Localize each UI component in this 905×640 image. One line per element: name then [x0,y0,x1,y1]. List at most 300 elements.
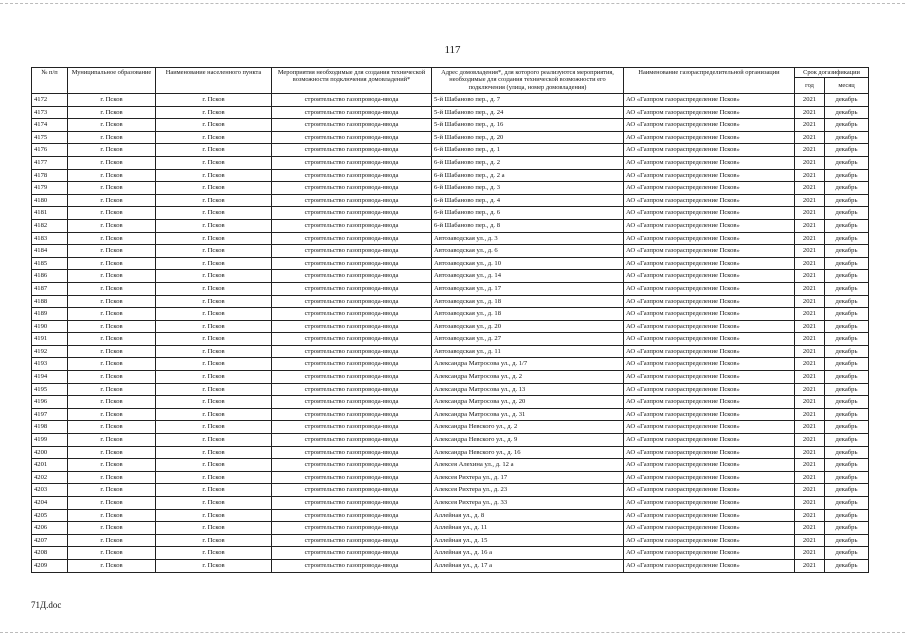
cell-locality: г. Псков [156,371,272,384]
table-row [32,534,869,547]
cell-month: декабрь [825,156,869,169]
cell-organization: АО «Газпром газораспределение Псков» [624,358,795,371]
cell-measure: строительство газопровода-ввода [272,106,432,119]
cell-month: декабрь [825,345,869,358]
cell-organization: АО «Газпром газораспределение Псков» [624,194,795,207]
cell-measure: строительство газопровода-ввода [272,559,432,572]
cell-address: Автозаводская ул., д. 14 [432,270,624,283]
cell-number: 4196 [32,396,68,409]
cell-organization: АО «Газпром газораспределение Псков» [624,434,795,447]
cell-municipality: г. Псков [68,408,156,421]
cell-locality: г. Псков [156,144,272,157]
cell-number: 4199 [32,434,68,447]
table-row [32,371,869,384]
cell-locality: г. Псков [156,522,272,535]
cell-municipality: г. Псков [68,106,156,119]
cell-month: декабрь [825,446,869,459]
cell-locality: г. Псков [156,257,272,270]
cell-year: 2021 [795,396,825,409]
cell-month: декабрь [825,169,869,182]
cell-year: 2021 [795,245,825,258]
table-row [32,219,869,232]
cell-organization: АО «Газпром газораспределение Псков» [624,471,795,484]
cell-address: Автозаводская ул., д. 10 [432,257,624,270]
cell-organization: АО «Газпром газораспределение Псков» [624,245,795,258]
cell-municipality: г. Псков [68,446,156,459]
table-row [32,182,869,195]
footer-filename: 71Д.doc [31,600,62,610]
cell-measure: строительство газопровода-ввода [272,408,432,421]
cell-locality: г. Псков [156,308,272,321]
cell-measure: строительство газопровода-ввода [272,358,432,371]
cell-number: 4198 [32,421,68,434]
cell-month: декабрь [825,94,869,107]
cell-number: 4175 [32,131,68,144]
cell-organization: АО «Газпром газораспределение Псков» [624,232,795,245]
table-row [32,119,869,132]
cell-year: 2021 [795,497,825,510]
cell-municipality: г. Псков [68,471,156,484]
cell-municipality: г. Псков [68,257,156,270]
cell-locality: г. Псков [156,534,272,547]
table-row [32,320,869,333]
cell-municipality: г. Псков [68,144,156,157]
cell-locality: г. Псков [156,559,272,572]
cell-year: 2021 [795,446,825,459]
cell-measure: строительство газопровода-ввода [272,94,432,107]
cell-measure: строительство газопровода-ввода [272,282,432,295]
bottom-scan-edge [0,632,905,633]
table-row [32,396,869,409]
cell-measure: строительство газопровода-ввода [272,144,432,157]
cell-number: 4208 [32,547,68,560]
cell-year: 2021 [795,345,825,358]
cell-number: 4191 [32,333,68,346]
cell-municipality: г. Псков [68,232,156,245]
cell-measure: строительство газопровода-ввода [272,257,432,270]
cell-measure: строительство газопровода-ввода [272,207,432,220]
cell-month: декабрь [825,408,869,421]
cell-measure: строительство газопровода-ввода [272,459,432,472]
cell-year: 2021 [795,131,825,144]
cell-address: Автозаводская ул., д. 11 [432,345,624,358]
cell-year: 2021 [795,484,825,497]
cell-year: 2021 [795,371,825,384]
cell-number: 4176 [32,144,68,157]
cell-organization: АО «Газпром газораспределение Псков» [624,333,795,346]
cell-number: 4184 [32,245,68,258]
cell-address: 6-й Шабаново пер., д. 1 [432,144,624,157]
cell-month: декабрь [825,219,869,232]
table-row [32,144,869,157]
cell-year: 2021 [795,522,825,535]
cell-measure: строительство газопровода-ввода [272,446,432,459]
cell-address: 6-й Шабаново пер., д. 8 [432,219,624,232]
cell-number: 4200 [32,446,68,459]
table-row [32,559,869,572]
cell-year: 2021 [795,383,825,396]
table-row [32,497,869,510]
cell-month: декабрь [825,509,869,522]
top-scan-edge [0,3,905,4]
cell-year: 2021 [795,270,825,283]
gasification-table [31,67,869,573]
cell-organization: АО «Газпром газораспределение Псков» [624,169,795,182]
cell-organization: АО «Газпром газораспределение Псков» [624,534,795,547]
cell-number: 4186 [32,270,68,283]
cell-municipality: г. Псков [68,320,156,333]
table-row [32,358,869,371]
cell-address: 6-й Шабаново пер., д. 2 а [432,169,624,182]
cell-year: 2021 [795,559,825,572]
cell-municipality: г. Псков [68,559,156,572]
cell-year: 2021 [795,257,825,270]
cell-year: 2021 [795,320,825,333]
cell-organization: АО «Газпром газораспределение Псков» [624,559,795,572]
cell-address: 5-й Шабаново пер., д. 20 [432,131,624,144]
cell-measure: строительство газопровода-ввода [272,169,432,182]
cell-month: декабрь [825,232,869,245]
cell-measure: строительство газопровода-ввода [272,383,432,396]
cell-month: декабрь [825,396,869,409]
cell-locality: г. Псков [156,207,272,220]
cell-municipality: г. Псков [68,169,156,182]
cell-year: 2021 [795,547,825,560]
cell-organization: АО «Газпром газораспределение Псков» [624,270,795,283]
cell-year: 2021 [795,421,825,434]
table-row [32,131,869,144]
cell-locality: г. Псков [156,169,272,182]
cell-locality: г. Псков [156,446,272,459]
cell-measure: строительство газопровода-ввода [272,194,432,207]
cell-measure: строительство газопровода-ввода [272,534,432,547]
cell-measure: строительство газопровода-ввода [272,509,432,522]
header-month: месяц [825,78,869,94]
cell-address: 6-й Шабаново пер., д. 3 [432,182,624,195]
cell-month: декабрь [825,194,869,207]
table-row [32,169,869,182]
cell-number: 4177 [32,156,68,169]
cell-measure: строительство газопровода-ввода [272,320,432,333]
cell-measure: строительство газопровода-ввода [272,421,432,434]
cell-measure: строительство газопровода-ввода [272,219,432,232]
table-row [32,245,869,258]
cell-address: Автозаводская ул., д. 18 [432,308,624,321]
cell-address: Александра Невского ул., д. 16 [432,446,624,459]
table-row [32,509,869,522]
cell-measure: строительство газопровода-ввода [272,245,432,258]
cell-locality: г. Псков [156,471,272,484]
cell-organization: АО «Газпром газораспределение Псков» [624,396,795,409]
cell-measure: строительство газопровода-ввода [272,396,432,409]
table-row [32,94,869,107]
cell-year: 2021 [795,232,825,245]
cell-municipality: г. Псков [68,396,156,409]
table-body [32,94,869,573]
table-row [32,459,869,472]
cell-locality: г. Псков [156,106,272,119]
cell-month: декабрь [825,320,869,333]
cell-organization: АО «Газпром газораспределение Псков» [624,131,795,144]
cell-year: 2021 [795,471,825,484]
cell-measure: строительство газопровода-ввода [272,308,432,321]
cell-month: декабрь [825,547,869,560]
cell-measure: строительство газопровода-ввода [272,522,432,535]
cell-address: Аллейная ул., д. 17 а [432,559,624,572]
cell-municipality: г. Псков [68,94,156,107]
header-address: Адрес домовладения*, для которого реализуются мероприятия, необходимые для создания технической возможности его подключения (улица, номер домовладения) [432,68,624,94]
cell-address: Автозаводская ул., д. 20 [432,320,624,333]
table-row [32,421,869,434]
cell-organization: АО «Газпром газораспределение Псков» [624,94,795,107]
cell-month: декабрь [825,459,869,472]
cell-measure: строительство газопровода-ввода [272,345,432,358]
cell-measure: строительство газопровода-ввода [272,434,432,447]
cell-municipality: г. Псков [68,131,156,144]
cell-municipality: г. Псков [68,270,156,283]
cell-address: 6-й Шабаново пер., д. 6 [432,207,624,220]
cell-measure: строительство газопровода-ввода [272,131,432,144]
cell-organization: АО «Газпром газораспределение Псков» [624,257,795,270]
table-row [32,522,869,535]
header-deadline: Срок догазификации [795,68,869,78]
header-municipality: Муниципальное образование [68,68,156,94]
cell-number: 4197 [32,408,68,421]
cell-number: 4207 [32,534,68,547]
cell-municipality: г. Псков [68,182,156,195]
cell-number: 4190 [32,320,68,333]
table-row [32,345,869,358]
cell-month: декабрь [825,119,869,132]
cell-number: 4172 [32,94,68,107]
cell-locality: г. Псков [156,232,272,245]
cell-organization: АО «Газпром газораспределение Псков» [624,383,795,396]
cell-month: декабрь [825,358,869,371]
cell-month: декабрь [825,484,869,497]
cell-year: 2021 [795,509,825,522]
cell-year: 2021 [795,308,825,321]
cell-year: 2021 [795,169,825,182]
cell-month: декабрь [825,333,869,346]
cell-measure: строительство газопровода-ввода [272,484,432,497]
cell-number: 4181 [32,207,68,220]
cell-municipality: г. Псков [68,358,156,371]
cell-organization: АО «Газпром газораспределение Псков» [624,371,795,384]
cell-locality: г. Псков [156,270,272,283]
cell-municipality: г. Псков [68,119,156,132]
table-row [32,484,869,497]
cell-year: 2021 [795,408,825,421]
cell-number: 4180 [32,194,68,207]
cell-organization: АО «Газпром газораспределение Псков» [624,144,795,157]
cell-month: декабрь [825,371,869,384]
cell-organization: АО «Газпром газораспределение Псков» [624,182,795,195]
cell-address: Александра Матросова ул., д. 13 [432,383,624,396]
cell-municipality: г. Псков [68,371,156,384]
cell-address: Аллейная ул., д. 11 [432,522,624,535]
cell-locality: г. Псков [156,434,272,447]
cell-measure: строительство газопровода-ввода [272,547,432,560]
cell-year: 2021 [795,534,825,547]
table-row [32,308,869,321]
cell-measure: строительство газопровода-ввода [272,497,432,510]
table-row [32,257,869,270]
cell-year: 2021 [795,94,825,107]
cell-organization: АО «Газпром газораспределение Псков» [624,509,795,522]
cell-number: 4195 [32,383,68,396]
cell-municipality: г. Псков [68,295,156,308]
cell-measure: строительство газопровода-ввода [272,119,432,132]
cell-year: 2021 [795,156,825,169]
cell-number: 4203 [32,484,68,497]
cell-municipality: г. Псков [68,497,156,510]
table-row [32,106,869,119]
cell-number: 4188 [32,295,68,308]
table-row [32,434,869,447]
cell-locality: г. Псков [156,119,272,132]
cell-year: 2021 [795,434,825,447]
cell-month: декабрь [825,434,869,447]
cell-number: 4179 [32,182,68,195]
cell-month: декабрь [825,522,869,535]
cell-municipality: г. Псков [68,459,156,472]
cell-locality: г. Псков [156,358,272,371]
cell-year: 2021 [795,219,825,232]
cell-locality: г. Псков [156,219,272,232]
cell-year: 2021 [795,295,825,308]
cell-organization: АО «Газпром газораспределение Псков» [624,421,795,434]
table-row [32,446,869,459]
cell-number: 4185 [32,257,68,270]
cell-locality: г. Псков [156,156,272,169]
cell-municipality: г. Псков [68,509,156,522]
cell-year: 2021 [795,282,825,295]
table-row [32,232,869,245]
cell-locality: г. Псков [156,421,272,434]
cell-locality: г. Псков [156,320,272,333]
cell-municipality: г. Псков [68,383,156,396]
cell-year: 2021 [795,182,825,195]
cell-measure: строительство газопровода-ввода [272,232,432,245]
cell-municipality: г. Псков [68,156,156,169]
table-row [32,333,869,346]
cell-locality: г. Псков [156,484,272,497]
cell-organization: АО «Газпром газораспределение Псков» [624,446,795,459]
cell-number: 4178 [32,169,68,182]
cell-number: 4187 [32,282,68,295]
cell-organization: АО «Газпром газораспределение Псков» [624,282,795,295]
cell-number: 4209 [32,559,68,572]
table-row [32,207,869,220]
cell-month: декабрь [825,245,869,258]
cell-month: декабрь [825,182,869,195]
cell-month: декабрь [825,534,869,547]
cell-month: декабрь [825,383,869,396]
cell-address: Аллейная ул., д. 15 [432,534,624,547]
cell-municipality: г. Псков [68,547,156,560]
cell-address: Александра Невского ул., д. 2 [432,421,624,434]
cell-number: 4206 [32,522,68,535]
cell-organization: АО «Газпром газораспределение Псков» [624,308,795,321]
cell-number: 4174 [32,119,68,132]
cell-organization: АО «Газпром газораспределение Псков» [624,522,795,535]
cell-address: Аллейная ул., д. 16 а [432,547,624,560]
cell-year: 2021 [795,106,825,119]
cell-month: декабрь [825,144,869,157]
page-number: 117 [444,44,461,56]
cell-address: 6-й Шабаново пер., д. 2 [432,156,624,169]
cell-month: декабрь [825,106,869,119]
cell-locality: г. Псков [156,94,272,107]
cell-address: Алексея Алехина ул., д. 12 а [432,459,624,472]
cell-address: Автозаводская ул., д. 17 [432,282,624,295]
cell-locality: г. Псков [156,194,272,207]
header-measures: Мероприятия необходимые для создания технической возможности подключения домовладений* [272,68,432,94]
table-row [32,295,869,308]
cell-year: 2021 [795,144,825,157]
cell-address: Автозаводская ул., д. 6 [432,245,624,258]
cell-municipality: г. Псков [68,345,156,358]
cell-locality: г. Псков [156,295,272,308]
cell-year: 2021 [795,333,825,346]
cell-measure: строительство газопровода-ввода [272,182,432,195]
cell-year: 2021 [795,207,825,220]
cell-locality: г. Псков [156,497,272,510]
cell-month: декабрь [825,421,869,434]
cell-address: Алексея Рихтера ул., д. 17 [432,471,624,484]
cell-address: 5-й Шабаново пер., д. 24 [432,106,624,119]
cell-month: декабрь [825,257,869,270]
cell-measure: строительство газопровода-ввода [272,371,432,384]
header-locality: Наименование населенного пункта [156,68,272,94]
cell-year: 2021 [795,358,825,371]
cell-organization: АО «Газпром газораспределение Псков» [624,106,795,119]
cell-month: декабрь [825,559,869,572]
cell-locality: г. Псков [156,345,272,358]
cell-municipality: г. Псков [68,194,156,207]
cell-address: Алексея Рихтера ул., д. 23 [432,484,624,497]
header-org: Наименование газораспределительной организации [624,68,795,94]
table-row [32,194,869,207]
cell-locality: г. Псков [156,547,272,560]
table-row [32,282,869,295]
cell-year: 2021 [795,194,825,207]
cell-locality: г. Псков [156,333,272,346]
header-num: № п/п [32,68,68,94]
cell-month: декабрь [825,282,869,295]
cell-address: 5-й Шабаново пер., д. 16 [432,119,624,132]
cell-address: Александра Матросова ул., д. 20 [432,396,624,409]
cell-organization: АО «Газпром газораспределение Псков» [624,345,795,358]
cell-measure: строительство газопровода-ввода [272,295,432,308]
cell-address: Алексея Рихтера ул., д. 33 [432,497,624,510]
cell-number: 4205 [32,509,68,522]
cell-month: декабрь [825,131,869,144]
cell-municipality: г. Псков [68,207,156,220]
cell-locality: г. Псков [156,383,272,396]
cell-number: 4194 [32,371,68,384]
cell-organization: АО «Газпром газораспределение Псков» [624,295,795,308]
cell-year: 2021 [795,119,825,132]
cell-number: 4192 [32,345,68,358]
cell-locality: г. Псков [156,509,272,522]
cell-municipality: г. Псков [68,484,156,497]
cell-number: 4201 [32,459,68,472]
cell-month: декабрь [825,270,869,283]
cell-address: 5-й Шабаново пер., д. 7 [432,94,624,107]
cell-month: декабрь [825,207,869,220]
cell-organization: АО «Газпром газораспределение Псков» [624,484,795,497]
